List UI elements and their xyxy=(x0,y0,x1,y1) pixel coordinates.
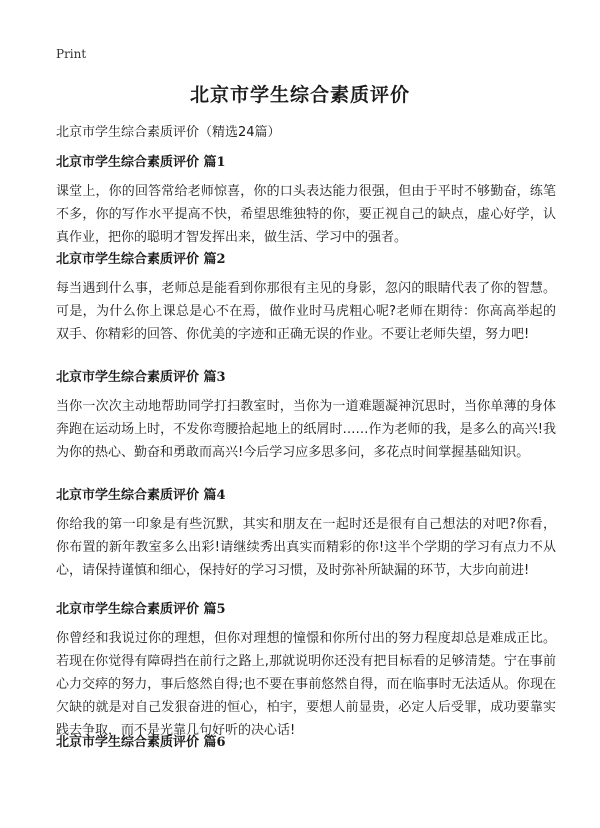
section-5 xyxy=(56,598,556,742)
section-6 xyxy=(56,731,556,760)
section-body: 你给我的第一印象是有些沉默，其实和朋友在一起时还是很有自己想法的对吧?你看，你布置的新年教室多么出彩!请继续秀出真实而精彩的你!这半个学期的学习有点力不从心，请保持谨慎和细心，保持好的学习习惯，及时弥补所缺漏的环节，大步向前进! xyxy=(56,517,556,578)
section-body: 每当遇到什么事，老师总是能看到你那很有主见的身影，忽闪的眼睛代表了你的智慧。可是，为什么你上课总是心不在焉，做作业时马虎粗心呢?老师在期待：你高高举起的双手、你精彩的回答、你优美的字迹和正确无误的作业。不要让老师失望，努力吧! xyxy=(56,281,556,342)
section-3 xyxy=(56,366,556,464)
section-1 xyxy=(56,151,556,249)
section-heading: 北京市学生综合素质评价 篇6 xyxy=(56,735,226,750)
section-2 xyxy=(56,248,556,346)
section-body: 你曾经和我说过你的理想，但你对理想的憧憬和你所付出的努力程度却总是难成正比。若现在你觉得有障碍挡在前行之路上,那就说明你还没有把目标看的足够清楚。宁在事前心力交瘁的努力，事后悠然自得;也不要在事前悠然自得，而在临事时无法适从。你现在欠缺的就是对自己发狠奋进的恒心，柏宇，要想人前显贵，必定人后受罪，成功要靠实践去争取，而不是光靠几句好听的决心话! xyxy=(56,631,556,738)
page-subtitle: 北京市学生综合素质评价（精选24篇） xyxy=(56,125,281,140)
section-heading: 北京市学生综合素质评价 篇2 xyxy=(56,252,226,267)
print-link[interactable]: Print xyxy=(56,47,87,61)
section-4 xyxy=(56,484,556,582)
section-heading: 北京市学生综合素质评价 篇1 xyxy=(56,155,226,170)
section-heading: 北京市学生综合素质评价 篇4 xyxy=(56,488,226,503)
page-title: 北京市学生综合素质评价 xyxy=(189,84,410,106)
section-heading: 北京市学生综合素质评价 篇5 xyxy=(56,602,226,617)
section-body: 课堂上，你的回答常给老师惊喜，你的口头表达能力很强，但由于平时不够勤奋，练笔不多，你的写作水平提高不快，希望思维独特的你，要正视自己的缺点，虚心好学，认真作业，把你的聪明才智发挥出来，做生活、学习中的强者。 xyxy=(56,184,556,245)
section-heading: 北京市学生综合素质评价 篇3 xyxy=(56,370,226,385)
section-body: 当你一次次主动地帮助同学打扫教室时，当你为一道难题凝神沉思时，当你单薄的身体奔跑在运动场上时，不发你弯腰拾起地上的纸屑时……作为老师的我，是多么的高兴!我为你的热心、勤奋和勇敢而高兴!今后学习应多思多问，多花点时间掌握基础知识。 xyxy=(56,399,556,460)
